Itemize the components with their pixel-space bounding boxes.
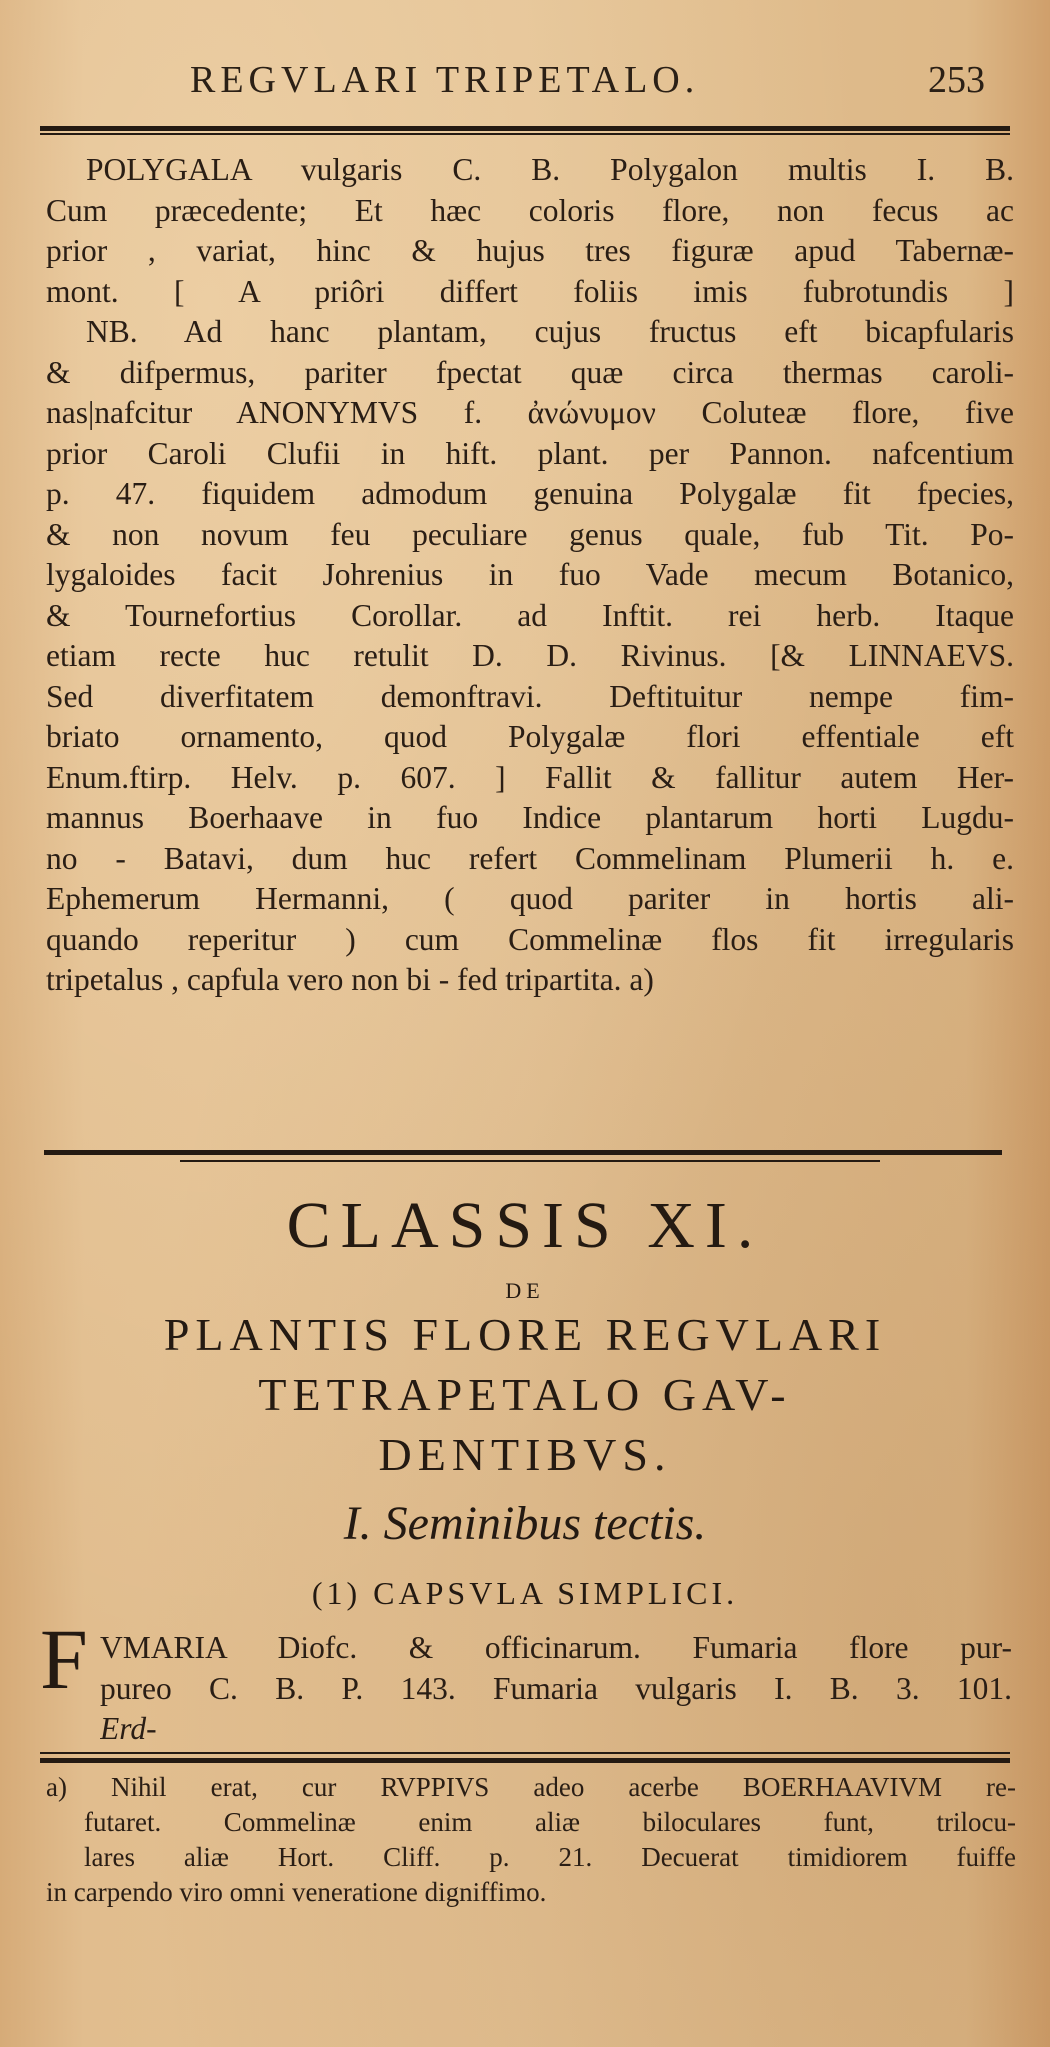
text-line: no - Batavi, dum huc refert Commelinam Plumerii h. e.	[46, 840, 1014, 876]
entry-line: VMARIA Diofc. & officinarum. Fumaria flore pur-	[100, 1630, 1012, 1665]
entry-text	[100, 1628, 1012, 1750]
footnote-line: lares aliæ Hort. Cliff. p. 21. Decuerat timidiorem fuiffe	[84, 1842, 1016, 1872]
text-line: tripetalus , capfula vero non bi - fed tripartita. a)	[46, 962, 654, 997]
text-line: & difpermus, pariter fpectat quæ circa thermas caroli-	[46, 354, 1014, 390]
class-title-line: PLANTIS FLORE REGVLARI	[163, 1309, 887, 1360]
footnote-line: a) Nihil erat, cur RVPPIVS adeo acerbe BOERHAAVIVM re-	[46, 1772, 1016, 1802]
text-line: nas|nafcitur ANONYMVS f. ἀνώνυμον Coluteæ flore, five	[46, 395, 1014, 430]
section-rule-thin	[180, 1160, 880, 1162]
text-line: Sed diverfitatem demonftravi. Deftituitur nempe fim-	[46, 678, 1014, 714]
text-line: mannus Boerhaave in fuo Indice plantarum horti Lugdu-	[46, 800, 1014, 835]
header-rule	[40, 126, 1010, 131]
text-line: Cum præcedente; Et hæc coloris flore, non fecus ac	[46, 192, 1014, 228]
text-line: Enum.ftirp. Helv. p. 607. ] Fallit & fallitur autem Her-	[46, 759, 1014, 795]
text-line: & non novum feu peculiare genus quale, fub Tit. Po-	[46, 516, 1014, 552]
text-line: & Tournefortius Corollar. ad Inftit. rei herb. Itaque	[46, 597, 1014, 633]
class-de: DE	[505, 1278, 545, 1303]
entry-line: pureo C. B. P. 143. Fumaria vulgaris I. B. 3. 101.	[100, 1670, 1012, 1706]
class-title-line: TETRAPETALO GAV-	[258, 1369, 792, 1420]
dropcap-letter: F	[40, 1611, 88, 1707]
text-line: briato ornamento, quod Polygalæ flori effentiale eft	[46, 719, 1014, 754]
header-rule-thin	[40, 133, 1010, 135]
text-line: POLYGALA vulgaris C. B. Polygalon multis I. B.	[86, 152, 1014, 187]
class-heading: CLASSIS XI.	[286, 1189, 764, 1262]
section-rule	[44, 1150, 1002, 1155]
main-text	[46, 150, 1014, 1001]
footnote-line: futaret. Commelinæ enim aliæ biloculares funt, trilocu-	[84, 1807, 1016, 1837]
text-line: Ephemerum Hermanni, ( quod pariter in hortis ali-	[46, 881, 1014, 916]
footnote-line: in carpendo viro omni veneratione digniffimo.	[46, 1877, 547, 1907]
text-line: NB. Ad hanc plantam, cujus fructus eft bicapfularis	[86, 314, 1014, 349]
text-line: p. 47. fiquidem admodum genuina Polygalæ fit fpecies,	[46, 476, 1014, 511]
subheading: I. Seminibus tectis.	[343, 1497, 707, 1550]
text-line: prior Caroli Clufii in hift. plant. per Pannon. nafcentium	[46, 435, 1014, 471]
page-header	[0, 58, 1050, 118]
capsula-heading: (1) CAPSVLA SIMPLICI.	[311, 1575, 739, 1611]
class-title-line: DENTIBVS.	[378, 1429, 672, 1480]
text-line: lygaloides facit Johrenius in fuo Vade mecum Botanico,	[46, 557, 1014, 592]
page-number: 253	[928, 59, 985, 101]
catchword: Erd-	[100, 1711, 157, 1746]
text-line: prior , variat, hinc & hujus tres figuræ apud Tabernæ-	[46, 233, 1014, 268]
text-line: mont. [ A priôri differt foliis imis fubrotundis ]	[46, 273, 1014, 309]
text-line: quando reperitur ) cum Commelinæ flos fit irregularis	[46, 921, 1014, 957]
footnote-rule-thick	[40, 1758, 1010, 1763]
footnote-rule	[40, 1752, 1010, 1754]
footnote	[46, 1770, 1016, 1910]
running-title: REGVLARI TRIPETALO.	[190, 59, 700, 101]
text-line: etiam recte huc retulit D. D. Rivinus. [& LINNAEVS.	[46, 638, 1014, 673]
